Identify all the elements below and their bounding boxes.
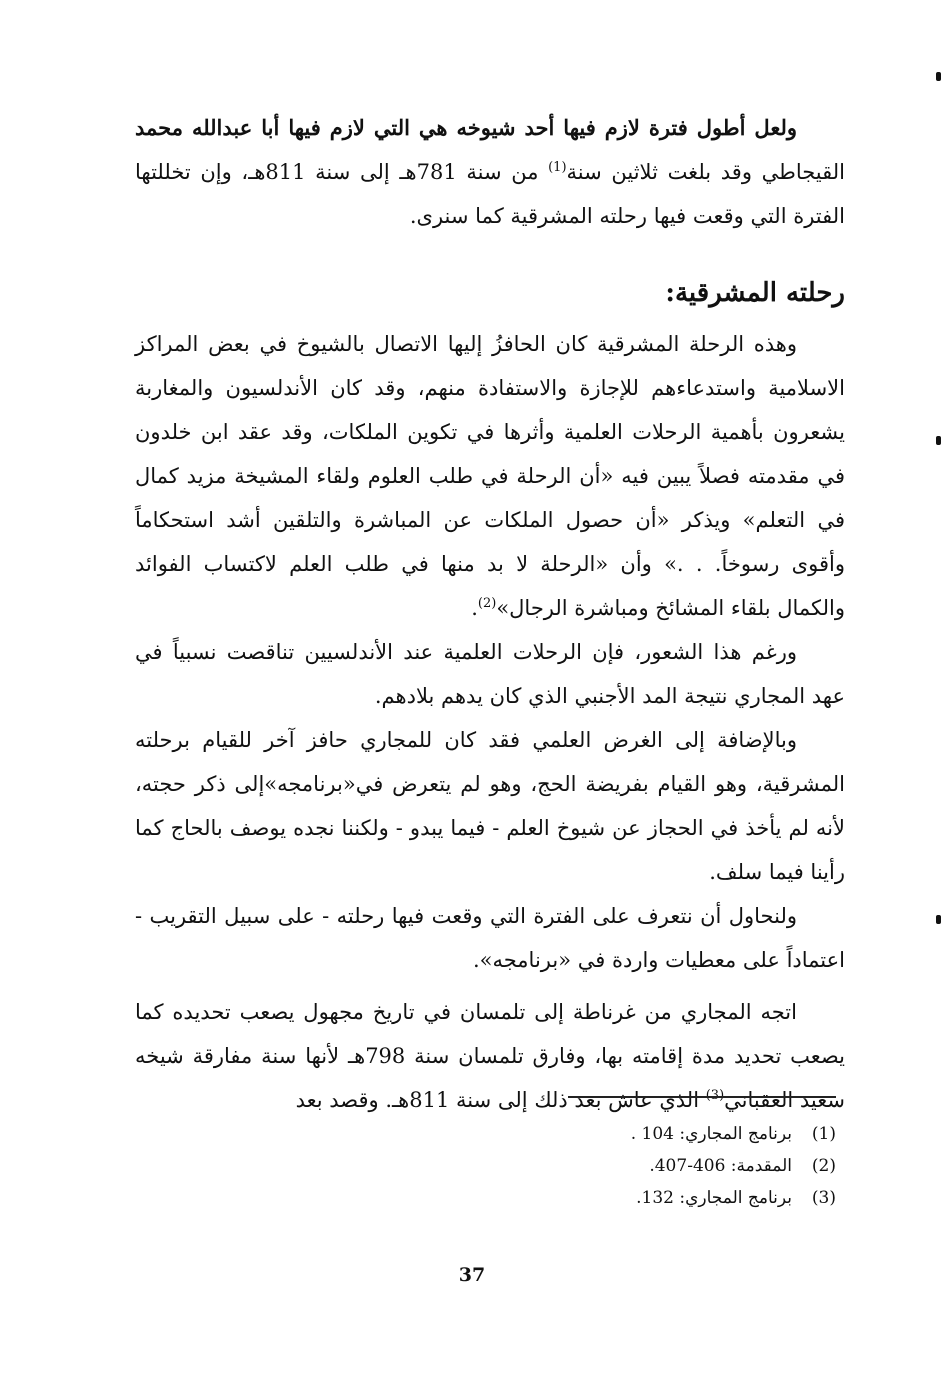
paragraph-4: وبالإضافة إلى الغرض العلمي فقد كان للمجاري حافز آخر للقيام برحلته المشرقية، وهو القيام بفريضة الحج، وهو لم يتعرض في«برنامجه»إلى ذكر حجته، لأنه لم يأخذ في الحجاز عن شيوخ العلم - فيما يبدو - ولكننا نجده يوصف بالحاج كما رأينا فيما سلف. [135,728,845,884]
footnote-divider [568,1096,836,1098]
footnote-number: (2) [811,1156,836,1176]
footnote-text: برنامج المجاري: 104 . [630,1124,792,1144]
paragraph-1-text-b: من سنة 781هـ إلى سنة 811هـ، وإن تخللتها الفترة التي وقعت فيها رحلته المشرقية كما سنرى. [135,160,845,228]
footnote-item [631,1182,836,1214]
section-heading: رحلته المشرقية: [665,278,845,308]
scan-mark [936,915,941,924]
footnote-ref-3: (3) [705,1088,725,1103]
paragraph-1-bold-run: ولعل أطول فترة لازم فيها أحد شيوخه هي التي لازم فيها أبا عبدالله محمد [135,115,797,140]
footnote-text: المقدمة: 406-407. [649,1156,792,1176]
footnote-ref-2: (2) [477,596,497,611]
paragraph-2-text-b: . [471,596,478,620]
scan-mark [936,436,941,445]
paragraph-2 [135,322,845,630]
footnote-text: برنامج المجاري: 132. [636,1188,792,1208]
page-number: 37 [458,1264,486,1286]
paragraph-1-text-a: القيجاطي وقد بلغت ثلاثين سنة [566,160,845,184]
paragraph-1 [135,106,845,238]
main-text-block [135,106,845,238]
footnote-item [631,1150,836,1182]
footnote-number: (1) [811,1124,836,1144]
section-body [135,322,845,1122]
footnote-number: (3) [811,1188,836,1208]
paragraph-6 [135,990,845,1122]
paragraph-5: ولنحاول أن نتعرف على الفترة التي وقعت فيها رحلته - على سبيل التقريب - اعتماداً على معطيات واردة في «برنامجه». [135,904,845,972]
paragraph-3: ورغم هذا الشعور، فإن الرحلات العلمية عند الأندلسيين تناقصت نسبياً في عهد المجاري نتيجة المد الأجنبي الذي كان يدهم بلادهم. [135,640,845,708]
footnote-ref-1: (1) [548,160,567,175]
paragraph-6-text-b: الذي عاش بعد ذلك إلى سنة 811هـ. وقصد بعد [295,1088,706,1112]
footnotes [631,1118,836,1214]
scan-mark [936,72,941,81]
paragraph-6-text-a: اتجه المجاري من غرناطة إلى تلمسان في تاريخ مجهول يصعب تحديده كما يصعب تحديد مدة إقامته بها، وفارق تلمسان سنة 798هـ لأنها سنة مفارقة شيخه سعيد العقباني [135,1000,845,1112]
footnote-item [631,1118,836,1150]
paragraph-2-text-a: وهذه الرحلة المشرقية كان الحافزُ إليها الاتصال بالشيوخ في بعض المراكز الاسلامية واستدعاءهم للإجازة والاستفادة منهم، وقد كان الأندلسيون والمغاربة يشعرون بأهمية الرحلات العلمية وأثرها في تكوين الملكات، وقد عقد ابن خلدون في مقدمته فصلاً يبين فيه «أن الرحلة في طلب العلوم ولقاء المشيخة مزيد كمال في التعلم» ويذكر «أن حصول الملكات عن المباشرة والتلقين أشد استحكاماً وأقوى رسوخاً. . .» وأن «الرحلة لا بد منها في طلب العلم لاكتساب الفوائد والكمال بلقاء المشائخ ومباشرة الرجال» [135,332,845,620]
